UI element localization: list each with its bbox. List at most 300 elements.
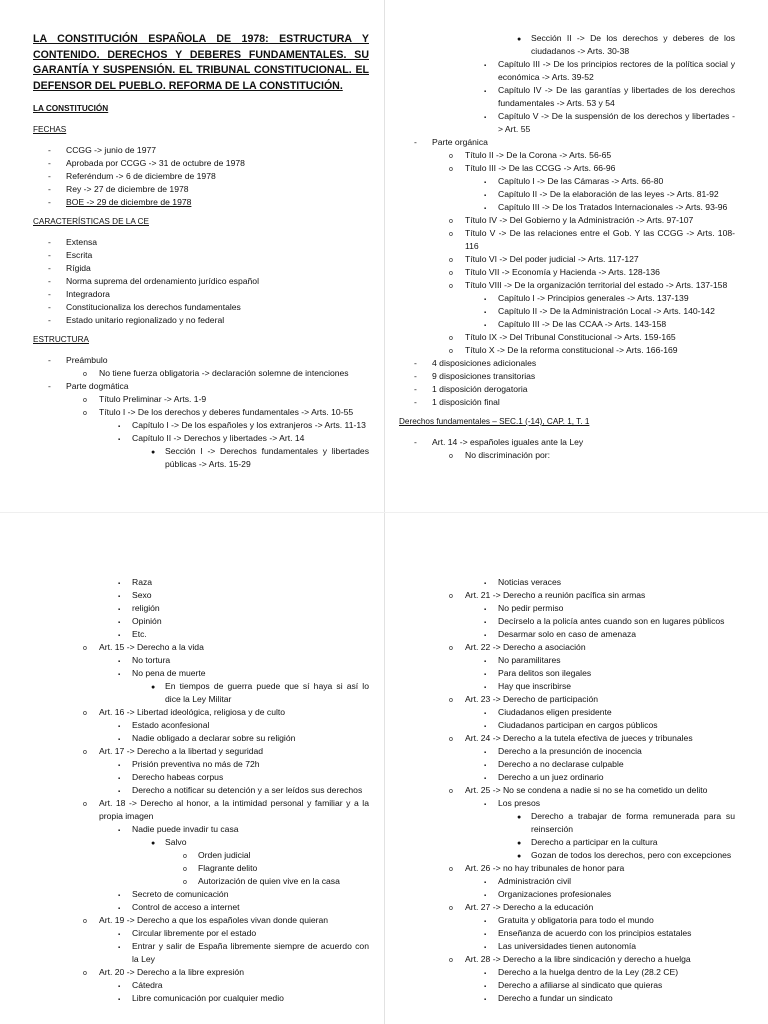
outline-item-level-1 bbox=[33, 196, 369, 209]
outline-item-text: Los presos bbox=[498, 798, 541, 808]
bullet-marker-icon: o bbox=[83, 397, 87, 404]
outline-item-level-3 bbox=[399, 940, 735, 953]
bullet-marker-icon: ▪ bbox=[484, 180, 487, 186]
outline-item-level-3 bbox=[399, 615, 735, 628]
outline-item-text: Art. 20 -> Derecho a la libre expresión bbox=[99, 967, 244, 977]
outline-item-text: Opinión bbox=[132, 616, 162, 626]
outline-item-level-3 bbox=[399, 318, 735, 331]
outline-item-text: No pena de muerte bbox=[132, 668, 206, 678]
outline-item-level-2 bbox=[399, 901, 735, 914]
bullet-marker-icon: ▪ bbox=[118, 776, 121, 782]
bullet-marker-icon: ▪ bbox=[118, 828, 121, 834]
outline-item-text: Art. 18 -> Derecho al honor, a la intimidad personal y familiar y a la propia imagen bbox=[99, 798, 369, 821]
outline-item-text: Las universidades tienen autonomía bbox=[498, 941, 637, 951]
outline-item-text: Nadie puede invadir tu casa bbox=[132, 824, 239, 834]
outline-item-text: Ciudadanos participan en cargos públicos bbox=[498, 720, 658, 730]
outline-item-level-3 bbox=[33, 901, 369, 914]
outline-item-text: Nadie obligado a declarar sobre su religión bbox=[132, 733, 296, 743]
outline-item-level-1 bbox=[33, 170, 369, 183]
outline-item-level-3 bbox=[399, 84, 735, 110]
bullet-marker-icon: - bbox=[48, 237, 51, 247]
outline-item-level-2 bbox=[399, 149, 735, 162]
outline-item-text: Título VIII -> De la organización territorial del estado -> Arts. 137-158 bbox=[465, 280, 728, 290]
bullet-marker-icon: o bbox=[449, 697, 453, 704]
outline-item-text: Art. 21 -> Derecho a reunión pacífica sin armas bbox=[465, 590, 646, 600]
bullet-marker-icon: o bbox=[183, 866, 187, 873]
outline-item-level-2 bbox=[399, 732, 735, 745]
outline-item-text: No paramilitares bbox=[498, 655, 561, 665]
bullet-marker-icon: ▪ bbox=[484, 672, 487, 678]
bullet-marker-icon: o bbox=[83, 645, 87, 652]
outline-item-text: Derecho a la huelga dentro de la Ley (28.2 CE) bbox=[498, 967, 679, 977]
bullet-marker-icon: o bbox=[83, 710, 87, 717]
outline-item-text: Libre comunicación por cualquier medio bbox=[132, 993, 284, 1003]
outline-item-text: Decírselo a la policía antes cuando son en lugares públicos bbox=[498, 616, 725, 626]
outline-item-text: Aprobada por CCGG -> 31 de octubre de 1978 bbox=[66, 158, 245, 168]
outline-item-level-1 bbox=[33, 249, 369, 262]
bullet-marker-icon: ▪ bbox=[118, 659, 121, 665]
outline-item-text: Estado unitario regionalizado y no federal bbox=[66, 315, 225, 325]
outline-item-text: Derecho a la presunción de inocencia bbox=[498, 746, 642, 756]
outline-item-level-2 bbox=[33, 745, 369, 758]
outline-item-text: Capítulo I -> Principios generales -> Arts. 137-139 bbox=[498, 293, 689, 303]
bullet-marker-icon: - bbox=[48, 355, 51, 365]
bullet-marker-icon: - bbox=[48, 276, 51, 286]
outline-item-text: Gratuita y obligatoria para todo el mundo bbox=[498, 915, 654, 925]
bullet-marker-icon: o bbox=[449, 645, 453, 652]
bullet-marker-icon: ▪ bbox=[484, 932, 487, 938]
outline-item-level-3 bbox=[33, 615, 369, 628]
bullet-marker-icon: o bbox=[83, 801, 87, 808]
outline-item-level-3 bbox=[33, 758, 369, 771]
bullet-marker-icon: ▪ bbox=[118, 581, 121, 587]
outline-item-text: Derecho a trabajar de forma remunerada para su reinserción bbox=[531, 811, 735, 834]
outline-item-level-4 bbox=[399, 810, 735, 836]
bullet-marker-icon: ▪ bbox=[118, 997, 121, 1003]
outline-item-text: No pedir permiso bbox=[498, 603, 564, 613]
outline-item-text: Entrar y salir de España libremente siempre de acuerdo con la Ley bbox=[132, 941, 369, 964]
quadrant-top-left bbox=[33, 32, 369, 471]
outline-item-text: Secreto de comunicación bbox=[132, 889, 229, 899]
outline-item-level-2 bbox=[33, 966, 369, 979]
outline-item-text: Art. 27 -> Derecho a la educación bbox=[465, 902, 594, 912]
outline-item-text: Capítulo III -> De las CCAA -> Arts. 143-158 bbox=[498, 319, 667, 329]
outline-item-text: religión bbox=[132, 603, 160, 613]
outline-item-level-2 bbox=[399, 784, 735, 797]
outline-item-level-4 bbox=[399, 32, 735, 58]
quadrant-bottom-right bbox=[399, 576, 735, 1005]
outline-item-level-3 bbox=[399, 188, 735, 201]
outline-item-level-2 bbox=[399, 589, 735, 602]
outline-item-text: Cátedra bbox=[132, 980, 163, 990]
outline-item-text: Art. 23 -> Derecho de participación bbox=[465, 694, 599, 704]
outline-item-level-3 bbox=[399, 680, 735, 693]
outline-item-level-3 bbox=[33, 719, 369, 732]
outline-item-level-2 bbox=[399, 641, 735, 654]
bullet-marker-icon: ▪ bbox=[118, 984, 121, 990]
bullet-marker-icon: ▪ bbox=[484, 945, 487, 951]
outline-item-text: Capítulo I -> De los españoles y los extranjeros -> Arts. 11-13 bbox=[132, 420, 366, 430]
outline-item-text: Capítulo IV -> De las garantías y libertades de los derechos fundamentales -> Arts. 53 y 54 bbox=[498, 85, 735, 108]
bullet-marker-icon: ▪ bbox=[484, 776, 487, 782]
bullet-marker-icon: ▪ bbox=[118, 594, 121, 600]
document-title-last-line: DEFENSOR DEL PUEBLO. REFORMA DE LA CONSTITUCIÓN. bbox=[33, 79, 343, 92]
bullet-marker-icon: - bbox=[48, 171, 51, 181]
outline-item-text: 4 disposiciones adicionales bbox=[432, 358, 537, 368]
bullet-marker-icon: ▪ bbox=[484, 971, 487, 977]
outline-item-text: Título VI -> Del poder judicial -> Arts. 117-127 bbox=[465, 254, 639, 264]
outline-item-level-3 bbox=[33, 784, 369, 797]
outline-item-level-1 bbox=[33, 183, 369, 196]
outline-item-text: CCGG -> junio de 1977 bbox=[66, 145, 157, 155]
outline-item-text: Derecho a un juez ordinario bbox=[498, 772, 604, 782]
outline-item-level-2 bbox=[33, 706, 369, 719]
bullet-marker-icon: ▪ bbox=[484, 206, 487, 212]
outline-item-text: No discriminación por: bbox=[465, 450, 551, 460]
bullet-marker-icon: o bbox=[83, 749, 87, 756]
bullet-marker-icon: - bbox=[48, 250, 51, 260]
outline-item-text: Capítulo III -> De los principios rectores de la política social y económica -> Arts. 39-52 bbox=[498, 59, 735, 82]
outline-item-text: Parte dogmática bbox=[66, 381, 129, 391]
outline-item-level-1 bbox=[33, 314, 369, 327]
section-heading: FECHAS bbox=[33, 125, 67, 134]
bullet-marker-icon: ▪ bbox=[484, 763, 487, 769]
outline-item-level-2 bbox=[399, 449, 735, 462]
bullet-marker-icon: ▪ bbox=[118, 737, 121, 743]
outline-item-level-3 bbox=[33, 576, 369, 589]
outline-item-text: Derecho a notificar su detención y a ser leídos sus derechos bbox=[132, 785, 363, 795]
outline-item-text: Título I -> De los derechos y deberes fundamentales -> Arts. 10-55 bbox=[99, 407, 354, 417]
bullet-marker-icon: o bbox=[449, 866, 453, 873]
outline-item-level-3 bbox=[399, 110, 735, 136]
outline-item-text: Circular libremente por el estado bbox=[132, 928, 257, 938]
bullet-marker-icon: o bbox=[449, 957, 453, 964]
outline-item-text: Salvo bbox=[165, 837, 187, 847]
outline-item-text: Art. 24 -> Derecho a la tutela efectiva de jueces y tribunales bbox=[465, 733, 693, 743]
bullet-marker-icon: - bbox=[48, 302, 51, 312]
outline-item-text: Art. 16 -> Libertad ideológica, religiosa y de culto bbox=[99, 707, 286, 717]
outline-item-text: No tortura bbox=[132, 655, 171, 665]
bullet-marker-icon: ▪ bbox=[118, 893, 121, 899]
bullet-marker-icon: o bbox=[83, 371, 87, 378]
outline-item-level-3 bbox=[33, 940, 369, 966]
outline-item-text: Constitucionaliza los derechos fundamentales bbox=[66, 302, 241, 312]
bullet-marker-icon: ▪ bbox=[484, 893, 487, 899]
outline-item-text: Gozan de todos los derechos, pero con excepciones bbox=[531, 850, 732, 860]
bullet-marker-icon: - bbox=[48, 158, 51, 168]
outline-item-text: Capítulo III -> De los Tratados Internacionales -> Arts. 93-96 bbox=[498, 202, 728, 212]
outline-item-text: Derecho a participar en la cultura bbox=[531, 837, 658, 847]
bullet-marker-icon: ▪ bbox=[484, 115, 487, 121]
outline-item-text: BOE -> 29 de diciembre de 1978 bbox=[66, 197, 192, 207]
bullet-marker-icon: - bbox=[414, 384, 417, 394]
outline-item-level-3 bbox=[399, 576, 735, 589]
outline-item-text: Administración civil bbox=[498, 876, 572, 886]
outline-item-level-3 bbox=[33, 888, 369, 901]
bullet-marker-icon: ▪ bbox=[484, 297, 487, 303]
outline-item-level-1 bbox=[33, 157, 369, 170]
outline-item-text: Escrita bbox=[66, 250, 93, 260]
outline-item-level-3 bbox=[33, 654, 369, 667]
outline-item-text: Derecho a fundar un sindicato bbox=[498, 993, 613, 1003]
bullet-marker-icon: o bbox=[449, 270, 453, 277]
outline-item-level-1 bbox=[399, 357, 735, 370]
outline-item-level-3 bbox=[399, 667, 735, 680]
outline-item-text: Capítulo I -> De las Cámaras -> Arts. 66-80 bbox=[498, 176, 664, 186]
outline-item-level-2 bbox=[33, 797, 369, 823]
bullet-marker-icon: o bbox=[449, 166, 453, 173]
outline-item-level-2 bbox=[399, 214, 735, 227]
bullet-marker-icon: - bbox=[48, 289, 51, 299]
outline-item-level-3 bbox=[399, 992, 735, 1005]
bullet-marker-icon: ▪ bbox=[484, 724, 487, 730]
bullet-marker-icon: o bbox=[449, 593, 453, 600]
bullet-marker-icon: ▪ bbox=[484, 581, 487, 587]
outline-item-text: Estado aconfesional bbox=[132, 720, 210, 730]
outline-item-text: Organizaciones profesionales bbox=[498, 889, 612, 899]
bullet-marker-icon: ▪ bbox=[484, 802, 487, 808]
outline-item-text: Control de acceso a internet bbox=[132, 902, 240, 912]
outline-item-level-3 bbox=[33, 589, 369, 602]
outline-item-level-4 bbox=[33, 680, 369, 706]
bullet-marker-icon: o bbox=[449, 736, 453, 743]
outline-item-level-3 bbox=[399, 654, 735, 667]
bullet-marker-icon: - bbox=[48, 381, 51, 391]
outline-item-level-3 bbox=[399, 719, 735, 732]
outline-item-text: Derecho a no declarase culpable bbox=[498, 759, 624, 769]
bullet-marker-icon: ▪ bbox=[118, 906, 121, 912]
bullet-marker-icon: - bbox=[414, 437, 417, 447]
bullet-marker-icon: ▪ bbox=[118, 724, 121, 730]
bullet-marker-icon: ▪ bbox=[484, 997, 487, 1003]
outline-item-level-2 bbox=[399, 162, 735, 175]
bullet-marker-icon: ▪ bbox=[484, 659, 487, 665]
bullet-marker-icon: - bbox=[414, 397, 417, 407]
bullet-marker-icon: ▪ bbox=[118, 437, 121, 443]
bullet-marker-icon: o bbox=[83, 918, 87, 925]
outline-item-text: Título IV -> Del Gobierno y la Administración -> Arts. 97-107 bbox=[465, 215, 694, 225]
section-heading: Derechos fundamentales – SEC.1 (-14), CAP. 1, T. 1 bbox=[399, 417, 590, 426]
bullet-marker-icon: ▪ bbox=[118, 633, 121, 639]
outline-item-text: Art. 15 -> Derecho a la vida bbox=[99, 642, 204, 652]
bullet-marker-icon: ▪ bbox=[484, 750, 487, 756]
outline-item-text: Art. 26 -> no hay tribunales de honor para bbox=[465, 863, 625, 873]
outline-item-text: Art. 22 -> Derecho a asociación bbox=[465, 642, 586, 652]
outline-item-text: Art. 19 -> Derecho a que los españoles vivan donde quieran bbox=[99, 915, 329, 925]
outline-item-level-3 bbox=[399, 914, 735, 927]
outline-item-text: Sección II -> De los derechos y deberes de los ciudadanos -> Arts. 30-38 bbox=[531, 33, 735, 56]
outline-item-text: Raza bbox=[132, 577, 153, 587]
bullet-marker-icon: - bbox=[414, 371, 417, 381]
outline-item-text: Desarmar solo en caso de amenaza bbox=[498, 629, 637, 639]
bullet-marker-icon: o bbox=[449, 153, 453, 160]
bullet-marker-icon: ▪ bbox=[118, 932, 121, 938]
outline-item-level-2 bbox=[399, 331, 735, 344]
outline-item-level-3 bbox=[33, 667, 369, 680]
bullet-marker-icon: o bbox=[449, 335, 453, 342]
outline-item-level-3 bbox=[399, 888, 735, 901]
bullet-marker-icon: ▪ bbox=[118, 607, 121, 613]
outline-item-level-3 bbox=[33, 432, 369, 445]
outline-item-text: Título Preliminar -> Arts. 1-9 bbox=[99, 394, 207, 404]
section-heading: LA CONSTITUCIÓN bbox=[33, 104, 109, 113]
bullet-marker-icon: ▪ bbox=[118, 763, 121, 769]
outline-item-level-2 bbox=[399, 227, 735, 253]
outline-item-level-1 bbox=[33, 288, 369, 301]
outline-item-level-2 bbox=[33, 367, 369, 380]
outline-item-level-5 bbox=[33, 849, 369, 862]
outline-item-text: En tiempos de guerra puede que sí haya si así lo dice la Ley Militar bbox=[165, 681, 369, 704]
bullet-marker-icon: ▪ bbox=[118, 945, 121, 951]
outline-item-level-3 bbox=[399, 706, 735, 719]
bullet-marker-icon: o bbox=[449, 348, 453, 355]
outline-item-text: Referéndum -> 6 de diciembre de 1978 bbox=[66, 171, 216, 181]
bullet-marker-icon: ▪ bbox=[484, 310, 487, 316]
outline-item-level-4 bbox=[399, 836, 735, 849]
outline-item-level-3 bbox=[399, 745, 735, 758]
outline-item-text: Título VII -> Economía y Hacienda -> Arts. 128-136 bbox=[465, 267, 660, 277]
bullet-marker-icon: ● bbox=[517, 36, 522, 43]
outline-item-text: 9 disposiciones transitorias bbox=[432, 371, 536, 381]
outline-item-level-1 bbox=[33, 144, 369, 157]
bullet-marker-icon: ● bbox=[517, 840, 522, 847]
outline-item-text: Sexo bbox=[132, 590, 152, 600]
bullet-marker-icon: ▪ bbox=[484, 633, 487, 639]
outline-item-text: Noticias veraces bbox=[498, 577, 562, 587]
outline-item-text: Derecho habeas corpus bbox=[132, 772, 224, 782]
bullet-marker-icon: o bbox=[449, 453, 453, 460]
bullet-marker-icon: - bbox=[48, 315, 51, 325]
outline-item-level-2 bbox=[399, 953, 735, 966]
outline-item-text: Hay que inscribirse bbox=[498, 681, 572, 691]
outline-item-text: Enseñanza de acuerdo con los principios estatales bbox=[498, 928, 692, 938]
outline-item-text: Parte orgánica bbox=[432, 137, 488, 147]
outline-item-level-1 bbox=[33, 301, 369, 314]
outline-item-text: Derecho a afiliarse al sindicato que quieras bbox=[498, 980, 663, 990]
outline-item-level-3 bbox=[399, 305, 735, 318]
outline-item-level-3 bbox=[399, 771, 735, 784]
bullet-marker-icon: - bbox=[414, 358, 417, 368]
outline-item-text: Flagrante delito bbox=[198, 863, 258, 873]
bullet-marker-icon: ▪ bbox=[484, 880, 487, 886]
outline-item-text: Art. 17 -> Derecho a la libertad y seguridad bbox=[99, 746, 264, 756]
bullet-marker-icon: - bbox=[48, 145, 51, 155]
outline-item-level-4 bbox=[399, 849, 735, 862]
outline-item-level-2 bbox=[399, 862, 735, 875]
bullet-marker-icon: o bbox=[449, 257, 453, 264]
outline-item-level-3 bbox=[399, 927, 735, 940]
document-title bbox=[33, 32, 369, 94]
bullet-marker-icon: - bbox=[48, 184, 51, 194]
bullet-marker-icon: o bbox=[83, 970, 87, 977]
outline-item-level-1 bbox=[399, 436, 735, 449]
outline-item-level-4 bbox=[33, 445, 369, 471]
outline-item-text: 1 disposición derogatoria bbox=[432, 384, 528, 394]
quadrant-top-right bbox=[399, 32, 735, 462]
outline-item-level-3 bbox=[399, 797, 735, 810]
section-heading: ESTRUCTURA bbox=[33, 335, 89, 344]
outline-item-level-2 bbox=[33, 641, 369, 654]
outline-item-level-3 bbox=[33, 419, 369, 432]
bullet-marker-icon: o bbox=[449, 905, 453, 912]
bullet-marker-icon: - bbox=[414, 137, 417, 147]
outline-item-text: Capítulo II -> De la elaboración de las leyes -> Arts. 81-92 bbox=[498, 189, 719, 199]
outline-item-level-3 bbox=[33, 979, 369, 992]
outline-item-text: 1 disposición final bbox=[432, 397, 500, 407]
bullet-marker-icon: ▪ bbox=[484, 711, 487, 717]
bullet-marker-icon: ● bbox=[517, 853, 522, 860]
page-divider-horizontal bbox=[0, 512, 768, 513]
outline-item-level-3 bbox=[399, 758, 735, 771]
outline-item-text: Prisión preventiva no más de 72h bbox=[132, 759, 260, 769]
outline-item-level-2 bbox=[399, 693, 735, 706]
outline-item-level-3 bbox=[399, 292, 735, 305]
bullet-marker-icon: ▪ bbox=[484, 63, 487, 69]
outline-item-level-3 bbox=[399, 979, 735, 992]
outline-item-level-1 bbox=[33, 262, 369, 275]
outline-item-level-3 bbox=[33, 628, 369, 641]
bullet-marker-icon: ▪ bbox=[118, 789, 121, 795]
outline-item-text: Título II -> De la Corona -> Arts. 56-65 bbox=[465, 150, 612, 160]
outline-item-text: No tiene fuerza obligatoria -> declaración solemne de intenciones bbox=[99, 368, 349, 378]
outline-item-text: Capítulo V -> De la suspensión de los derechos y libertades -> Art. 55 bbox=[498, 111, 735, 134]
document-title-main: LA CONSTITUCIÓN ESPAÑOLA DE 1978: ESTRUCTURA Y CONTENIDO. DERECHOS Y DEBERES FUNDAMENTALES. SU GARANTÍA Y SUSPENSIÓN. EL TRIBUNAL CONSTITUCIONAL. EL bbox=[33, 33, 369, 76]
outline-item-text: Título III -> De las CCGG -> Arts. 66-96 bbox=[465, 163, 616, 173]
bullet-marker-icon: ▪ bbox=[484, 323, 487, 329]
outline-item-text: Etc. bbox=[132, 629, 147, 639]
outline-item-text: Ciudadanos eligen presidente bbox=[498, 707, 612, 717]
bullet-marker-icon: - bbox=[48, 197, 51, 207]
outline-item-text: Orden judicial bbox=[198, 850, 251, 860]
outline-item-level-1 bbox=[399, 396, 735, 409]
outline-item-text: Extensa bbox=[66, 237, 98, 247]
bullet-marker-icon: o bbox=[449, 788, 453, 795]
outline-item-text: Capítulo II -> De la Administración Local -> Arts. 140-142 bbox=[498, 306, 715, 316]
bullet-marker-icon: ▪ bbox=[484, 685, 487, 691]
bullet-marker-icon: ▪ bbox=[118, 620, 121, 626]
outline-item-text: Sección I -> Derechos fundamentales y libertades públicas -> Arts. 15-29 bbox=[165, 446, 369, 469]
outline-item-level-2 bbox=[33, 406, 369, 419]
outline-item-level-3 bbox=[33, 823, 369, 836]
outline-item-level-3 bbox=[399, 875, 735, 888]
outline-item-level-2 bbox=[399, 279, 735, 292]
bullet-marker-icon: o bbox=[449, 218, 453, 225]
outline-item-level-3 bbox=[33, 927, 369, 940]
outline-item-level-3 bbox=[399, 966, 735, 979]
outline-item-text: Integradora bbox=[66, 289, 110, 299]
bullet-marker-icon: ▪ bbox=[484, 984, 487, 990]
outline-item-level-5 bbox=[33, 862, 369, 875]
bullet-marker-icon: ▪ bbox=[484, 193, 487, 199]
outline-item-text: Art. 14 -> españoles iguales ante la Ley bbox=[432, 437, 584, 447]
outline-item-level-1 bbox=[33, 275, 369, 288]
bullet-marker-icon: o bbox=[83, 410, 87, 417]
outline-item-level-5 bbox=[33, 875, 369, 888]
outline-item-level-1 bbox=[399, 136, 735, 149]
bullet-marker-icon: ● bbox=[151, 449, 156, 456]
bullet-marker-icon: ▪ bbox=[484, 919, 487, 925]
bullet-marker-icon: ▪ bbox=[118, 424, 121, 430]
outline-item-level-3 bbox=[33, 992, 369, 1005]
bullet-marker-icon: o bbox=[449, 231, 453, 238]
bullet-marker-icon: o bbox=[449, 283, 453, 290]
outline-item-text: Autorización de quien vive en la casa bbox=[198, 876, 340, 886]
outline-item-level-3 bbox=[33, 732, 369, 745]
bullet-marker-icon: ▪ bbox=[484, 607, 487, 613]
outline-item-level-2 bbox=[33, 914, 369, 927]
outline-item-level-3 bbox=[399, 58, 735, 84]
outline-item-level-2 bbox=[399, 266, 735, 279]
